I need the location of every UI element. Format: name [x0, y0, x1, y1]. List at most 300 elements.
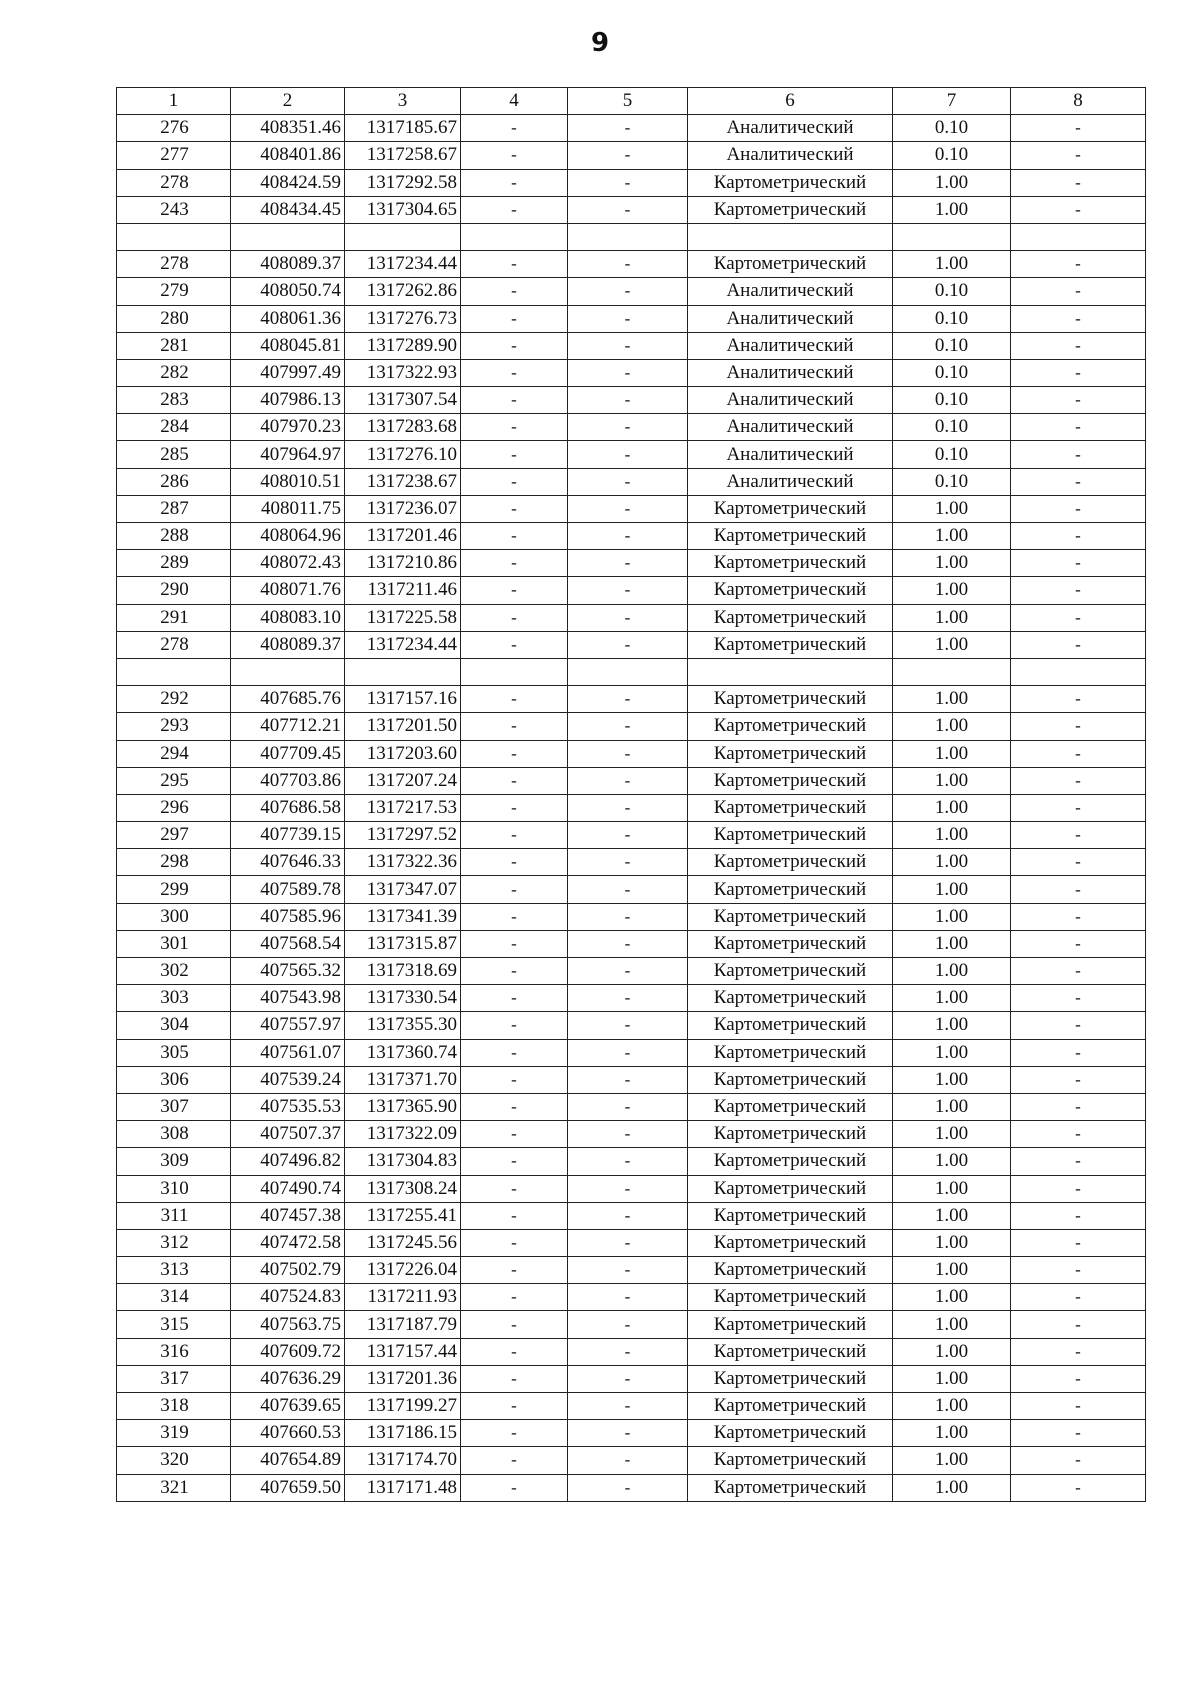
table-row — [117, 196, 1146, 223]
table-cell-col-5: - — [568, 958, 688, 985]
table-cell-col-1: 307 — [117, 1093, 231, 1120]
table-cell-col-2: 408011.75 — [231, 495, 345, 522]
table-cell-col-4: - — [461, 1202, 568, 1229]
table-cell-col-5: - — [568, 849, 688, 876]
table-cell-col-4: - — [461, 1121, 568, 1148]
table-row — [117, 631, 1146, 658]
table-cell-col-5: - — [568, 713, 688, 740]
table-cell-col-6: Картометрический — [688, 985, 893, 1012]
table-cell-col-8: - — [1011, 196, 1146, 223]
table-cell-col-5: - — [568, 1338, 688, 1365]
table-cell-col-3: 1317201.50 — [345, 713, 461, 740]
empty-cell — [568, 223, 688, 250]
table-cell-col-3: 1317283.68 — [345, 414, 461, 441]
table-cell-col-2: 407535.53 — [231, 1093, 345, 1120]
table-cell-col-2: 407568.54 — [231, 930, 345, 957]
table-cell-col-1: 304 — [117, 1012, 231, 1039]
table-cell-col-1: 278 — [117, 169, 231, 196]
table-cell-col-1: 280 — [117, 305, 231, 332]
table-cell-col-3: 1317207.24 — [345, 767, 461, 794]
table-cell-col-4: - — [461, 1365, 568, 1392]
table-cell-col-4: - — [461, 1039, 568, 1066]
table-cell-col-6: Картометрический — [688, 251, 893, 278]
table-cell-col-1: 243 — [117, 196, 231, 223]
table-row — [117, 1311, 1146, 1338]
table-cell-col-4: - — [461, 1257, 568, 1284]
table-cell-col-3: 1317258.67 — [345, 142, 461, 169]
table-cell-col-6: Картометрический — [688, 1365, 893, 1392]
table-cell-col-8: - — [1011, 1121, 1146, 1148]
table-cell-col-7: 1.00 — [893, 631, 1011, 658]
table-cell-col-7: 1.00 — [893, 1311, 1011, 1338]
table-cell-col-2: 407709.45 — [231, 740, 345, 767]
table-cell-col-4: - — [461, 169, 568, 196]
table-cell-col-2: 408064.96 — [231, 523, 345, 550]
table-cell-col-5: - — [568, 414, 688, 441]
table-cell-col-5: - — [568, 767, 688, 794]
table-cell-col-5: - — [568, 1229, 688, 1256]
table-row — [117, 930, 1146, 957]
table-cell-col-5: - — [568, 1311, 688, 1338]
table-cell-col-3: 1317185.67 — [345, 115, 461, 142]
table-row — [117, 740, 1146, 767]
table-cell-col-1: 294 — [117, 740, 231, 767]
table-cell-col-3: 1317157.16 — [345, 686, 461, 713]
table-cell-col-6: Картометрический — [688, 794, 893, 821]
table-cell-col-1: 288 — [117, 523, 231, 550]
table-cell-col-1: 312 — [117, 1229, 231, 1256]
table-cell-col-6: Картометрический — [688, 1093, 893, 1120]
table-row — [117, 1284, 1146, 1311]
table-cell-col-4: - — [461, 604, 568, 631]
table-cell-col-2: 408045.81 — [231, 332, 345, 359]
table-cell-col-2: 407563.75 — [231, 1311, 345, 1338]
table-row — [117, 142, 1146, 169]
table-row — [117, 1202, 1146, 1229]
table-cell-col-6: Картометрический — [688, 1420, 893, 1447]
table-cell-col-1: 315 — [117, 1311, 231, 1338]
table-cell-col-7: 1.00 — [893, 1202, 1011, 1229]
table-cell-col-2: 407472.58 — [231, 1229, 345, 1256]
table-cell-col-3: 1317318.69 — [345, 958, 461, 985]
table-cell-col-8: - — [1011, 958, 1146, 985]
table-cell-col-4: - — [461, 1066, 568, 1093]
table-cell-col-1: 319 — [117, 1420, 231, 1447]
table-cell-col-5: - — [568, 1257, 688, 1284]
table-cell-col-8: - — [1011, 1148, 1146, 1175]
table-cell-col-5: - — [568, 278, 688, 305]
table-cell-col-5: - — [568, 1039, 688, 1066]
table-cell-col-5: - — [568, 930, 688, 957]
table-cell-col-3: 1317199.27 — [345, 1393, 461, 1420]
table-cell-col-4: - — [461, 359, 568, 386]
table-cell-col-2: 407557.97 — [231, 1012, 345, 1039]
table-cell-col-6: Картометрический — [688, 958, 893, 985]
table-cell-col-6: Аналитический — [688, 359, 893, 386]
table-cell-col-6: Аналитический — [688, 305, 893, 332]
table-row — [117, 1039, 1146, 1066]
table-row — [117, 1121, 1146, 1148]
table-cell-col-3: 1317255.41 — [345, 1202, 461, 1229]
table-cell-col-1: 310 — [117, 1175, 231, 1202]
table-cell-col-4: - — [461, 441, 568, 468]
table-cell-col-8: - — [1011, 441, 1146, 468]
table-cell-col-2: 407524.83 — [231, 1284, 345, 1311]
table-cell-col-1: 281 — [117, 332, 231, 359]
table-cell-col-6: Картометрический — [688, 849, 893, 876]
table-cell-col-5: - — [568, 523, 688, 550]
table-row — [117, 1338, 1146, 1365]
table-cell-col-3: 1317174.70 — [345, 1447, 461, 1474]
table-separator-row — [117, 658, 1146, 685]
empty-cell — [117, 658, 231, 685]
table-cell-col-7: 1.00 — [893, 822, 1011, 849]
table-cell-col-6: Картометрический — [688, 903, 893, 930]
table-cell-col-8: - — [1011, 930, 1146, 957]
empty-cell — [345, 223, 461, 250]
table-cell-col-4: - — [461, 985, 568, 1012]
table-cell-col-8: - — [1011, 876, 1146, 903]
table-cell-col-7: 1.00 — [893, 1012, 1011, 1039]
table-cell-col-7: 1.00 — [893, 1420, 1011, 1447]
table-cell-col-2: 407543.98 — [231, 985, 345, 1012]
empty-cell — [231, 658, 345, 685]
table-cell-col-5: - — [568, 1066, 688, 1093]
table-cell-col-4: - — [461, 903, 568, 930]
table-cell-col-1: 282 — [117, 359, 231, 386]
table-cell-col-8: - — [1011, 1420, 1146, 1447]
table-cell-col-3: 1317276.73 — [345, 305, 461, 332]
table-cell-col-3: 1317234.44 — [345, 251, 461, 278]
table-cell-col-8: - — [1011, 822, 1146, 849]
table-cell-col-6: Картометрический — [688, 1257, 893, 1284]
table-cell-col-6: Картометрический — [688, 1175, 893, 1202]
table-row — [117, 1393, 1146, 1420]
table-cell-col-2: 408061.36 — [231, 305, 345, 332]
table-cell-col-5: - — [568, 1474, 688, 1501]
table-cell-col-7: 0.10 — [893, 468, 1011, 495]
table-cell-col-5: - — [568, 1012, 688, 1039]
table-cell-col-3: 1317308.24 — [345, 1175, 461, 1202]
table-cell-col-6: Картометрический — [688, 1474, 893, 1501]
table-cell-col-2: 408072.43 — [231, 550, 345, 577]
table-cell-col-6: Картометрический — [688, 1447, 893, 1474]
table-cell-col-2: 407507.37 — [231, 1121, 345, 1148]
table-cell-col-3: 1317322.93 — [345, 359, 461, 386]
table-cell-col-3: 1317201.46 — [345, 523, 461, 550]
table-cell-col-8: - — [1011, 1257, 1146, 1284]
table-cell-col-1: 321 — [117, 1474, 231, 1501]
table-cell-col-6: Картометрический — [688, 1066, 893, 1093]
table-cell-col-5: - — [568, 169, 688, 196]
table-cell-col-8: - — [1011, 1393, 1146, 1420]
table-row — [117, 1229, 1146, 1256]
table-cell-col-6: Картометрический — [688, 1202, 893, 1229]
page-number: 9 — [590, 28, 610, 58]
table-cell-col-8: - — [1011, 332, 1146, 359]
table-cell-col-8: - — [1011, 631, 1146, 658]
table-cell-col-6: Картометрический — [688, 1012, 893, 1039]
table-cell-col-1: 303 — [117, 985, 231, 1012]
table-cell-col-8: - — [1011, 1012, 1146, 1039]
table-cell-col-3: 1317365.90 — [345, 1093, 461, 1120]
table-cell-col-8: - — [1011, 1284, 1146, 1311]
table-cell-col-1: 293 — [117, 713, 231, 740]
table-cell-col-6: Аналитический — [688, 332, 893, 359]
table-cell-col-8: - — [1011, 604, 1146, 631]
table-cell-col-2: 408083.10 — [231, 604, 345, 631]
table-cell-col-1: 308 — [117, 1121, 231, 1148]
table-cell-col-8: - — [1011, 577, 1146, 604]
table-cell-col-1: 297 — [117, 822, 231, 849]
table-cell-col-6: Картометрический — [688, 169, 893, 196]
table-cell-col-3: 1317217.53 — [345, 794, 461, 821]
table-cell-col-2: 407739.15 — [231, 822, 345, 849]
table-separator-row — [117, 223, 1146, 250]
table-cell-col-7: 1.00 — [893, 169, 1011, 196]
table-cell-col-3: 1317297.52 — [345, 822, 461, 849]
table-cell-col-7: 1.00 — [893, 1148, 1011, 1175]
table-cell-col-8: - — [1011, 1202, 1146, 1229]
table-cell-col-8: - — [1011, 985, 1146, 1012]
table-cell-col-5: - — [568, 550, 688, 577]
table-row — [117, 1365, 1146, 1392]
table-cell-col-8: - — [1011, 767, 1146, 794]
table-row — [117, 1257, 1146, 1284]
table-cell-col-3: 1317371.70 — [345, 1066, 461, 1093]
table-row — [117, 414, 1146, 441]
table-cell-col-6: Аналитический — [688, 142, 893, 169]
table-cell-col-4: - — [461, 196, 568, 223]
table-cell-col-5: - — [568, 1393, 688, 1420]
table-cell-col-7: 0.10 — [893, 305, 1011, 332]
table-cell-col-6: Картометрический — [688, 196, 893, 223]
table-cell-col-8: - — [1011, 468, 1146, 495]
table-cell-col-3: 1317262.86 — [345, 278, 461, 305]
table-cell-col-7: 1.00 — [893, 550, 1011, 577]
table-cell-col-5: - — [568, 740, 688, 767]
empty-cell — [461, 658, 568, 685]
table-cell-col-5: - — [568, 1175, 688, 1202]
table-cell-col-8: - — [1011, 550, 1146, 577]
table-row — [117, 278, 1146, 305]
table-cell-col-8: - — [1011, 794, 1146, 821]
table-cell-col-5: - — [568, 468, 688, 495]
table-cell-col-2: 407654.89 — [231, 1447, 345, 1474]
table-cell-col-4: - — [461, 767, 568, 794]
table-cell-col-1: 276 — [117, 115, 231, 142]
table-cell-col-8: - — [1011, 1365, 1146, 1392]
table-cell-col-2: 408071.76 — [231, 577, 345, 604]
table-cell-col-7: 1.00 — [893, 1257, 1011, 1284]
table-cell-col-1: 287 — [117, 495, 231, 522]
table-cell-col-1: 284 — [117, 414, 231, 441]
table-cell-col-1: 299 — [117, 876, 231, 903]
table-cell-col-6: Аналитический — [688, 441, 893, 468]
table-row — [117, 1474, 1146, 1501]
table-cell-col-3: 1317276.10 — [345, 441, 461, 468]
table-cell-col-1: 296 — [117, 794, 231, 821]
table-cell-col-3: 1317203.60 — [345, 740, 461, 767]
table-cell-col-7: 0.10 — [893, 115, 1011, 142]
table-cell-col-6: Картометрический — [688, 1284, 893, 1311]
table-cell-col-2: 407686.58 — [231, 794, 345, 821]
table-cell-col-1: 286 — [117, 468, 231, 495]
table-cell-col-2: 407561.07 — [231, 1039, 345, 1066]
table-cell-col-1: 314 — [117, 1284, 231, 1311]
table-cell-col-1: 292 — [117, 686, 231, 713]
table-cell-col-6: Картометрический — [688, 930, 893, 957]
table-cell-col-8: - — [1011, 414, 1146, 441]
table-cell-col-3: 1317201.36 — [345, 1365, 461, 1392]
table-cell-col-3: 1317226.04 — [345, 1257, 461, 1284]
column-header: 5 — [568, 88, 688, 115]
table-cell-col-6: Картометрический — [688, 1338, 893, 1365]
table-cell-col-6: Картометрический — [688, 631, 893, 658]
table-cell-col-7: 1.00 — [893, 1393, 1011, 1420]
table-cell-col-3: 1317307.54 — [345, 387, 461, 414]
table-cell-col-5: - — [568, 495, 688, 522]
table-cell-col-7: 1.00 — [893, 1229, 1011, 1256]
table-cell-col-8: - — [1011, 740, 1146, 767]
table-cell-col-2: 408401.86 — [231, 142, 345, 169]
table-cell-col-4: - — [461, 1148, 568, 1175]
table-row — [117, 1093, 1146, 1120]
table-row — [117, 767, 1146, 794]
table-row — [117, 387, 1146, 414]
table-row — [117, 359, 1146, 386]
table-cell-col-7: 1.00 — [893, 930, 1011, 957]
table-cell-col-4: - — [461, 414, 568, 441]
table-cell-col-7: 1.00 — [893, 1338, 1011, 1365]
empty-cell — [568, 658, 688, 685]
table-cell-col-6: Картометрический — [688, 876, 893, 903]
table-cell-col-6: Картометрический — [688, 577, 893, 604]
table-cell-col-5: - — [568, 1121, 688, 1148]
table-cell-col-6: Картометрический — [688, 1393, 893, 1420]
table-cell-col-8: - — [1011, 849, 1146, 876]
table-cell-col-3: 1317187.79 — [345, 1311, 461, 1338]
table-cell-col-1: 306 — [117, 1066, 231, 1093]
table-cell-col-4: - — [461, 740, 568, 767]
column-header: 8 — [1011, 88, 1146, 115]
table-cell-col-8: - — [1011, 1311, 1146, 1338]
table-cell-col-2: 407502.79 — [231, 1257, 345, 1284]
table-cell-col-6: Картометрический — [688, 495, 893, 522]
table-row — [117, 1447, 1146, 1474]
table-cell-col-6: Картометрический — [688, 550, 893, 577]
table-cell-col-7: 1.00 — [893, 251, 1011, 278]
coordinates-table — [116, 87, 1146, 1502]
table-cell-col-7: 0.10 — [893, 142, 1011, 169]
table-cell-col-3: 1317322.09 — [345, 1121, 461, 1148]
table-cell-col-1: 309 — [117, 1148, 231, 1175]
table-cell-col-8: - — [1011, 142, 1146, 169]
table-cell-col-1: 318 — [117, 1393, 231, 1420]
table-cell-col-4: - — [461, 1338, 568, 1365]
table-cell-col-8: - — [1011, 1229, 1146, 1256]
table-cell-col-8: - — [1011, 495, 1146, 522]
table-cell-col-5: - — [568, 441, 688, 468]
table-cell-col-8: - — [1011, 523, 1146, 550]
table-row — [117, 822, 1146, 849]
table-cell-col-2: 407712.21 — [231, 713, 345, 740]
table-cell-col-8: - — [1011, 359, 1146, 386]
column-header: 4 — [461, 88, 568, 115]
table-cell-col-6: Картометрический — [688, 604, 893, 631]
table-cell-col-4: - — [461, 1474, 568, 1501]
column-header: 7 — [893, 88, 1011, 115]
table-cell-col-1: 317 — [117, 1365, 231, 1392]
table-cell-col-7: 1.00 — [893, 713, 1011, 740]
table-cell-col-4: - — [461, 332, 568, 359]
table-cell-col-4: - — [461, 958, 568, 985]
table-cell-col-2: 407539.24 — [231, 1066, 345, 1093]
table-row — [117, 332, 1146, 359]
table-cell-col-4: - — [461, 577, 568, 604]
table-row — [117, 876, 1146, 903]
table-cell-col-2: 407703.86 — [231, 767, 345, 794]
table-cell-col-7: 0.10 — [893, 359, 1011, 386]
table-cell-col-5: - — [568, 822, 688, 849]
table-cell-col-8: - — [1011, 115, 1146, 142]
table-cell-col-5: - — [568, 305, 688, 332]
table-row — [117, 251, 1146, 278]
table-row — [117, 686, 1146, 713]
empty-cell — [231, 223, 345, 250]
table-cell-col-7: 1.00 — [893, 876, 1011, 903]
table-cell-col-5: - — [568, 332, 688, 359]
table-cell-col-2: 407997.49 — [231, 359, 345, 386]
table-cell-col-1: 295 — [117, 767, 231, 794]
table-cell-col-3: 1317347.07 — [345, 876, 461, 903]
table-cell-col-6: Аналитический — [688, 414, 893, 441]
table-cell-col-8: - — [1011, 903, 1146, 930]
table-row — [117, 1420, 1146, 1447]
table-cell-col-4: - — [461, 1229, 568, 1256]
table-cell-col-1: 277 — [117, 142, 231, 169]
table-cell-col-6: Аналитический — [688, 468, 893, 495]
table-cell-col-5: - — [568, 1447, 688, 1474]
table-cell-col-7: 1.00 — [893, 577, 1011, 604]
table-cell-col-5: - — [568, 631, 688, 658]
table-cell-col-6: Аналитический — [688, 115, 893, 142]
table-header-row — [117, 88, 1146, 115]
table-cell-col-5: - — [568, 577, 688, 604]
table-cell-col-2: 407646.33 — [231, 849, 345, 876]
empty-cell — [461, 223, 568, 250]
column-header: 6 — [688, 88, 893, 115]
table-cell-col-2: 407565.32 — [231, 958, 345, 985]
table-cell-col-1: 290 — [117, 577, 231, 604]
table-cell-col-7: 1.00 — [893, 523, 1011, 550]
table-cell-col-7: 1.00 — [893, 1121, 1011, 1148]
empty-cell — [893, 223, 1011, 250]
table-cell-col-5: - — [568, 142, 688, 169]
table-cell-col-3: 1317245.56 — [345, 1229, 461, 1256]
table-cell-col-2: 407970.23 — [231, 414, 345, 441]
table-cell-col-3: 1317355.30 — [345, 1012, 461, 1039]
table-cell-col-7: 0.10 — [893, 387, 1011, 414]
table-cell-col-2: 408050.74 — [231, 278, 345, 305]
table-cell-col-7: 1.00 — [893, 1093, 1011, 1120]
empty-cell — [688, 223, 893, 250]
table-cell-col-4: - — [461, 468, 568, 495]
table-cell-col-2: 407964.97 — [231, 441, 345, 468]
table-cell-col-7: 1.00 — [893, 1175, 1011, 1202]
table-cell-col-3: 1317171.48 — [345, 1474, 461, 1501]
column-header: 2 — [231, 88, 345, 115]
